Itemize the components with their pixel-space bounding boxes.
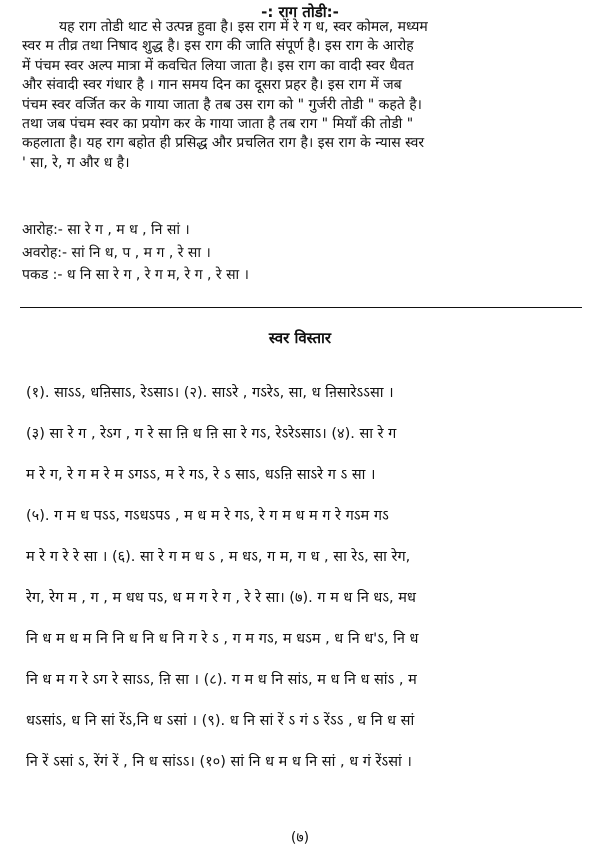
- description-line: यह राग तोडी थाट से उत्पन्न हुवा है। इस राग में रे ग ध, स्वर कोमल, मध्यम: [59, 19, 428, 35]
- expansion-line: नि ध म ग रे ऽग रे साऽऽ, ऩि सा । (८). ग म ध नि सांऽ, म ध नि ध सांऽ , म: [26, 672, 417, 688]
- description-line: और संवादी स्वर गंधार है । गान समय दिन का दूसरा प्रहर है। इस राग में जब: [22, 77, 402, 94]
- description-line: ' सा, रे, ग और ध है।: [22, 154, 130, 171]
- page-number: (७): [290, 830, 310, 846]
- expansion-line: धऽसांऽ, ध नि सां रेंऽ,नि ध ऽसां । (९). ध नि सां रें ऽ गं ऽ रेंऽऽ , ध नि ध सां: [26, 713, 415, 729]
- expansion-line: रेग, रेग म , ग , म धध पऽ, ध म ग रे ग , रे रे सा। (७). ग म ध नि धऽ, मध: [26, 590, 416, 606]
- avaroh-line: अवरोह:- सां नि ध, प , म ग , रे सा ।: [22, 244, 211, 261]
- description-line: में पंचम स्वर अल्प मात्रा में कवचित लिया जाता है। इस राग का वादी स्वर धैवत: [22, 57, 414, 74]
- expansion-line: (५). ग म ध पऽऽ, गऽधऽपऽ , म ध म रे गऽ, रे ग म ध म ग रे गऽम गऽ: [26, 508, 389, 524]
- description-line: कहलाता है। यह राग बहोत ही प्रसिद्ध और प्रचलित राग है। इस राग के न्यास स्वर: [22, 135, 425, 152]
- aaroh-line: आरोह:- सा रे ग , म ध , नि सां ।: [22, 222, 190, 238]
- raag-heading: -: राग तोडी:-: [261, 3, 339, 21]
- swar-vistar-body: [26, 373, 590, 783]
- section-title: स्वर विस्तार: [268, 329, 332, 347]
- expansion-line: नि ध म ध म नि नि ध नि ध नि ग रे ऽ , ग म गऽ, म धऽम , ध नि ध'ऽ, नि ध: [26, 631, 419, 647]
- scale-definitions: [22, 219, 590, 287]
- expansion-line: (१). साऽऽ, धऩिसाऽ, रेऽसाऽ। (२). साऽरे , गऽरेऽ, सा, ध ऩिसारेऽऽसा ।: [26, 385, 394, 401]
- expansion-line: नि रें ऽसां ऽ, रेंगं रें , नि ध सांऽऽ। (१०) सां नि ध म ध नि सां , ध गं रेंऽसां ।: [26, 754, 412, 770]
- description-line: तथा जब पंचम स्वर का प्रयोग कर के गाया जाता है तब राग " मियाँ की तोडी ": [22, 116, 414, 133]
- section-divider: [20, 307, 582, 308]
- pakad-line: पकड :- ध नि सा रे ग , रे ग म, रे ग , रे सा ।: [22, 267, 249, 283]
- raag-description: [22, 18, 590, 173]
- expansion-line: म रे ग, रे ग म रे म ऽगऽऽ, म रे गऽ, रे ऽ साऽ, धऽऩि साऽरे ग ऽ सा ।: [26, 467, 376, 483]
- description-line: स्वर म तीव्र तथा निषाद शुद्ध है। इस राग की जाति संपूर्ण है। इस राग के आरोह: [22, 38, 414, 55]
- description-line: पंचम स्वर वर्जित कर के गाया जाता है तब उस राग को " गुर्जरी तोडी " कहते है।: [22, 96, 422, 113]
- expansion-line: (३) सा रे ग , रेऽग , ग रे सा ऩि ध ऩि सा रे गऽ, रेऽरेऽसाऽ। (४). सा रे ग: [26, 426, 397, 442]
- expansion-line: म रे ग रे रे सा । (६). सा रे ग म ध ऽ , म धऽ, ग म, ग ध , सा रेऽ, सा रेग,: [26, 549, 411, 565]
